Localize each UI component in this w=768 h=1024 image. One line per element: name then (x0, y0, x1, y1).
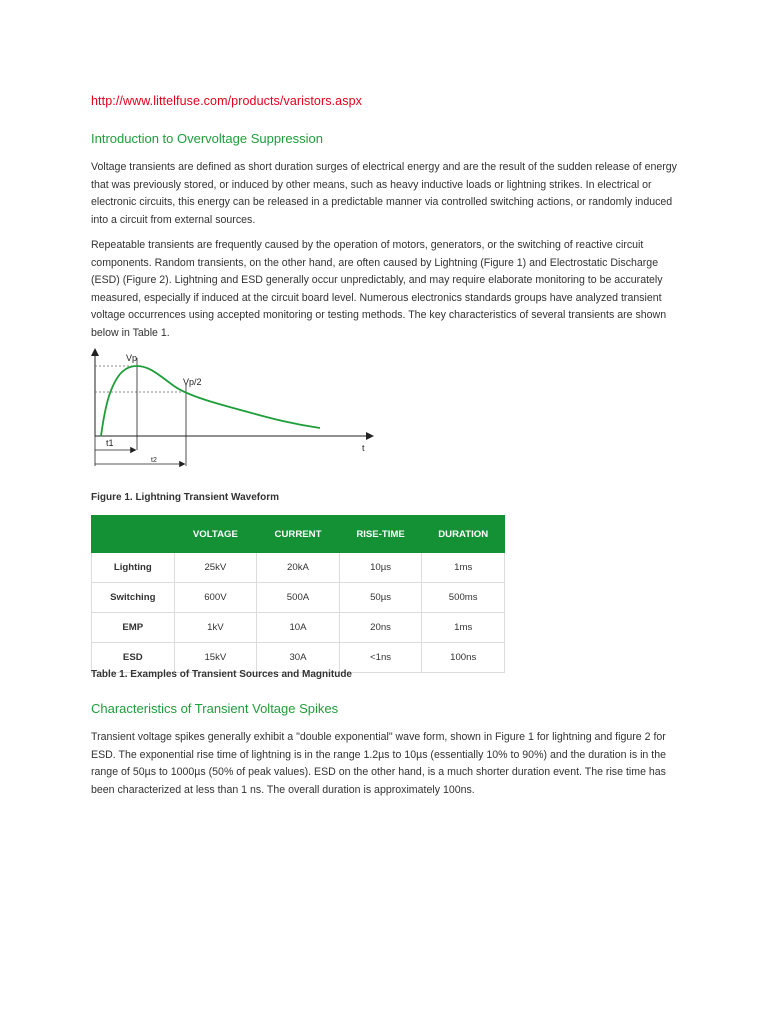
figure1-caption: Figure 1. Lightning Transient Waveform (91, 492, 279, 503)
table-cell: 1ms (422, 613, 505, 643)
table-cell: 25kV (174, 553, 257, 583)
table-cell: 1kV (174, 613, 257, 643)
table-cell: 600V (174, 583, 257, 613)
table-row (92, 553, 505, 583)
table-header-cell: DURATION (422, 516, 505, 553)
table-header-cell: VOLTAGE (174, 516, 257, 553)
intro-paragraph-2: Repeatable transients are frequently caused by the operation of motors, generators, or the switching of reactive circuit components. Random transients, on the other hand, are often caused by Lightning (Figure 1) and Electrostatic Discharge (ESD) (Figure 2). Lightning and ESD generally occur unpredictably, and may require elaborate monitoring to be accurately measured, especially if induced at the circuit board level. Numerous electronics standards groups have analyzed transient voltage occurrences using accepted monitoring or testing methods. The key characteristics of several transients are shown below in Table 1. (91, 239, 667, 339)
table-cell: 10µs (339, 553, 422, 583)
table-cell: 15kV (174, 643, 257, 673)
table-row-label: EMP (92, 613, 175, 643)
label-t2: t2 (151, 457, 157, 464)
lightning-waveform-figure (88, 344, 388, 472)
table-cell: 20ns (339, 613, 422, 643)
table-row-label: ESD (92, 643, 175, 673)
table-cell: <1ns (339, 643, 422, 673)
intro-heading: Introduction to Overvoltage Suppression (91, 131, 323, 146)
table-row-label: Switching (92, 583, 175, 613)
table-header-cell: CURRENT (257, 516, 340, 553)
table-cell: 30A (257, 643, 340, 673)
table-row-label: Lighting (92, 553, 175, 583)
label-t1: t1 (106, 438, 114, 448)
table-row (92, 583, 505, 613)
table-header-cell: RISE-TIME (339, 516, 422, 553)
table-header-row (92, 516, 505, 553)
label-vp2: Vp/2 (183, 377, 202, 387)
source-link[interactable]: http://www.littelfuse.com/products/varistors.aspx (91, 94, 362, 108)
table-header-cell (92, 516, 175, 553)
label-t: t (362, 443, 365, 453)
intro-paragraph-1: Voltage transients are defined as short duration surges of electrical energy and are the result of the sudden release of energy that was previously stored, or induced by other means, such as heavy inductive loads or lightning strikes. In electrical or electronic circuits, this energy can be released in a predictable manner via controlled switching actions, or randomly induced into a circuit from external sources. (91, 161, 677, 226)
characteristics-heading: Characteristics of Transient Voltage Spikes (91, 701, 339, 716)
table-cell: 20kA (257, 553, 340, 583)
table-row (92, 613, 505, 643)
table-cell: 50µs (339, 583, 422, 613)
table1-caption: Table 1. Examples of Transient Sources and Magnitude (91, 669, 352, 680)
characteristics-paragraph: Transient voltage spikes generally exhibit a "double exponential" wave form, shown in Figure 1 for lightning and figure 2 for ESD. The exponential rise time of lightning is in the range 1.2µs to 10µs (essentially 10% to 90%) and the duration is in the range of 50µs to 1000µs (50% of peak values). ESD on the other hand, is a much shorter duration event. The rise time has been characterized at less than 1 ns. The overall duration is approximately 100ns. (91, 731, 666, 796)
table-cell: 1ms (422, 553, 505, 583)
table-row (92, 643, 505, 673)
transient-sources-table (91, 515, 505, 673)
table-cell: 10A (257, 613, 340, 643)
table-cell: 500A (257, 583, 340, 613)
waveform-curve (101, 366, 320, 436)
table-cell: 100ns (422, 643, 505, 673)
table-cell: 500ms (422, 583, 505, 613)
label-vp: Vp (126, 353, 138, 363)
